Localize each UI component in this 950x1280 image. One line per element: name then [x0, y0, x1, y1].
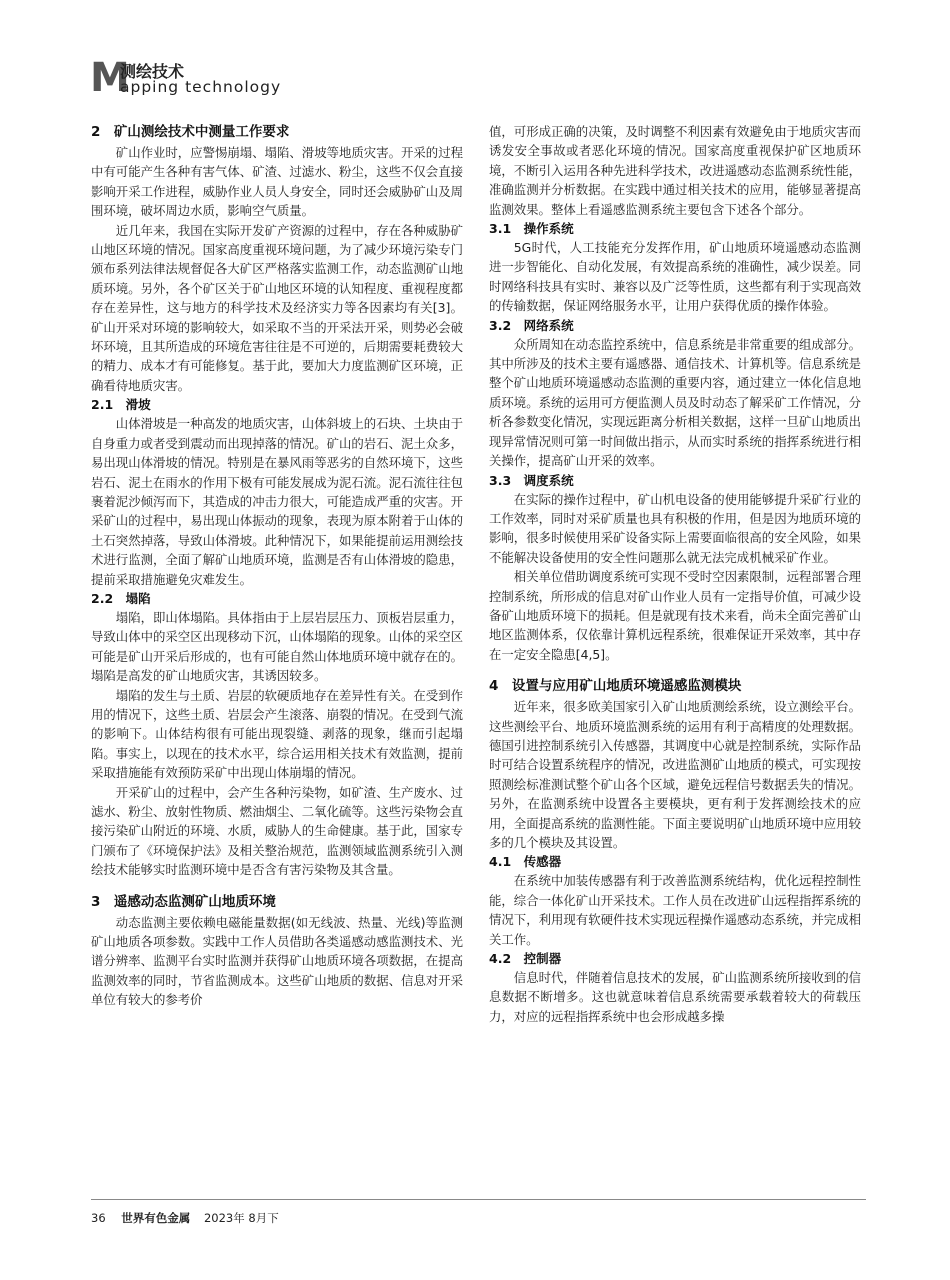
right-column — [489, 122, 861, 1026]
paragraph: 在实际的操作过程中，矿山机电设备的使用能够提升采矿行业的工作效率，同时对采矿质量也具有积极的作用，但是因为地质环境的影响，很多时候使用采矿设备实际上需要面临很高的安全风险，如果不能解决设备使用的安全性问题那么就无法完成机械采矿作业。 — [489, 491, 861, 565]
paragraph: 塌陷，即山体塌陷。具体指由于上层岩层压力、顶板岩层重力，导致山体中的采空区出现移动下沉，山体塌陷的现象。山体的采空区可能是矿山开采后形成的，也有可能自然山体地质环境中就存在的。塌陷是高发的矿山地质灾害，其诱因较多。 — [91, 609, 463, 684]
section-title-cn: 测绘技术 — [120, 62, 185, 81]
paragraph: 近几年来，我国在实际开发矿产资源的过程中，存在各种威胁矿山地区环境的情况。国家高度重视环境问题，为了减少环境污染专门颁布系列法律法规督促各大矿区严格落实监测工作，动态监测矿山地质环境。另外，各个矿区关于矿山地区环境的认知程度、重视程度都存在差异性，这与地方的科学技术及经济实力等各因素均有关[3]。矿山开采对环境的影响较大，如采取不当的开采法开采，则势必会破坏环境，且其所造成的环境危害往往是不可逆的，后期需要耗费较大的精力、成本才有可能修复。基于此，要加大力度监测矿区环境，正确看待地质灾害。 — [91, 222, 463, 393]
section-2-1-heading: 2.1 滑坡 — [91, 397, 151, 413]
left-column — [91, 122, 463, 1010]
journal-name: 世界有色金属 — [121, 1211, 191, 1225]
paragraph-continued: 值，可形成正确的决策，及时调整不利因素有效避免由于地质灾害而诱发安全事故或者恶化环境的情况。国家高度重视保护矿区地质环境，不断引入运用各种先进科学技术，改进遥感动态监测系统性能，准确监测并分析数据。在实践中通过相关技术的应用，能够显著提高监测效果。整体上看遥感监测系统主要包含下述各个部分。 — [489, 124, 861, 217]
paragraph: 5G时代，人工技能充分发挥作用，矿山地质环境遥感动态监测进一步智能化、自动化发展，有效提高系统的准确性，减少误差。同时网络科技具有实时、兼容以及广泛等性质，这些都有利于实现高效的传输数据，保证网络服务水平，让用户获得优质的操作体验。 — [489, 240, 861, 314]
logo-letter: M — [90, 55, 130, 101]
page-footer — [91, 1210, 279, 1226]
paragraph: 动态监测主要依赖电磁能量数据(如无线波、热量、光线)等监测矿山地质各项参数。实践中工作人员借助各类遥感动感监测技术、光谱分辨率、监测平台实时监测并获得矿山地质环境各项数据，在提高监测效率的同时，节省监测成本。这些矿山地质的数据、信息对开采单位有较大的参考价 — [91, 914, 463, 1008]
paragraph: 信息时代，伴随着信息技术的发展，矿山监测系统所接收到的信息数据不断增多。这也就意味着信息系统需要承载着较大的荷载压力，对应的远程指挥系统中也会形成越多操 — [489, 970, 861, 1024]
page-number: 36 — [91, 1211, 106, 1225]
paragraph: 众所周知在动态监控系统中，信息系统是非常重要的组成部分。其中所涉及的技术主要有遥感器、通信技术、计算机等。信息系统是整个矿山地质环境遥感动态监测的重要内容，通过建立一体化信息地质环境。系统的运用可方便监测人员及时动态了解采矿工作情况，分析各参数变化情况，实现远距离分析相关数据，这样一旦矿山地质出现异常情况则可第一时间做出指示，从而实时系统的指挥系统进行相关操作，提高矿山开采的效率。 — [489, 336, 861, 469]
section-3-heading: 3 遥感动态监测矿山地质环境 — [91, 893, 276, 910]
paragraph: 塌陷的发生与土质、岩层的软硬质地存在差异性有关。在受到作用的情况下，这些土质、岩层会产生滚落、崩裂的情况。在受到气流的影响下。山体结构很有可能出现裂缝、剥落的现象，继而引起塌陷。事实上，以现在的技术水平，综合运用相关技术有效监测，提前采取措施能有效预防采矿中出现山体崩塌的情况。 — [91, 687, 463, 781]
section-3-3-heading: 3.3 调度系统 — [489, 472, 574, 488]
paragraph: 矿山作业时，应警惕崩塌、塌陷、滑坡等地质灾害。开采的过程中有可能产生各种有害气体、矿渣、过滤水、粉尘，这些不仅会直接影响开采工作进程，威胁作业人员人身安全，同时还会威胁矿山及周围环境，破坏周边水质，影响空气质量。 — [91, 145, 463, 219]
journal-header — [90, 55, 420, 101]
section-3-2-heading: 3.2 网络系统 — [489, 317, 574, 333]
section-title-en: apping technology — [120, 78, 282, 96]
paragraph: 开采矿山的过程中，会产生各种污染物，如矿渣、生产废水、过滤水、粉尘、放射性物质、燃油烟尘、二氧化硫等。这些污染物会直接污染矿山附近的环境、水质，威胁人的生命健康。基于此，国家专门颁布了《环境保护法》及相关整治规范，监测领域监测系统引入测绘技术能够实时监测环境中是否含有害污染物及其含量。 — [91, 784, 463, 878]
issue-date: 2023年 8月下 — [203, 1211, 279, 1225]
paragraph: 近年来，很多欧美国家引入矿山地质测绘系统，设立测绘平台。这些测绘平台、地质环境监测系统的运用有利于高精度的处理数据。德国引进控制系统引入传感器，其调度中心就是控制系统，实际作品时可结合设置系统程序的情况，改进监测矿山地质的模式，可实现按照测绘标准测试整个矿山各个区域，避免远程信号数据丢失的情况。另外，在监测系统中设置各主要模块，更有利于发挥测绘技术的应用，全面提高系统的监测性能。下面主要说明矿山地质环境中应用较多的几个模块及其设置。 — [489, 699, 861, 850]
paragraph: 相关单位借助调度系统可实现不受时空因素限制，远程部署合理控制系统，所形成的信息对矿山作业人员有一定指导价值，可减少设备矿山地质环境下的损耗。但是就现有技术来看，尚未全面完善矿山地区监测体系，仅依靠计算机远程系统，很难保证开采效率，其中存在一定安全隐患[4,5]。 — [489, 569, 861, 662]
paragraph: 在系统中加装传感器有利于改善监测系统结构，优化远程控制性能，综合一体化矿山开采技术。工作人员在改进矿山远程指挥系统的情况下，利用现有软硬件技术实现远程操作遥感动态系统，并完成相关工作。 — [489, 873, 861, 947]
paragraph: 山体滑坡是一种高发的地质灾害，山体斜坡上的石块、土块由于自身重力或者受到震动而出现掉落的情况。矿山的岩石、泥土众多，易出现山体滑坡的情况。特别是在暴风雨等恶劣的自然环境下，这些岩石、泥土在雨水的作用下极有可能发展成为泥石流。泥石流往往包裹着泥沙倾泻而下，其造成的冲击力很大，可能造成严重的灾害。开采矿山的过程中，易出现山体振动的现象，表现为原本附着于山体的土石突然掉落，导致山体滑坡。此种情况下，如果能提前运用测绘技术进行监测，全面了解矿山地质环境，监测是否有山体滑坡的隐患，提前采取措施避免灾难发生。 — [91, 416, 463, 587]
section-2-heading: 2 矿山测绘技术中测量工作要求 — [91, 124, 290, 140]
section-2-2-heading: 2.2 塌陷 — [91, 590, 151, 606]
section-4-1-heading: 4.1 传感器 — [489, 854, 562, 870]
section-4-2-heading: 4.2 控制器 — [489, 951, 562, 967]
footer-divider — [91, 1199, 866, 1200]
section-3-1-heading: 3.1 操作系统 — [489, 221, 574, 237]
section-4-heading: 4 设置与应用矿山地质环境遥感监测模块 — [489, 678, 742, 695]
